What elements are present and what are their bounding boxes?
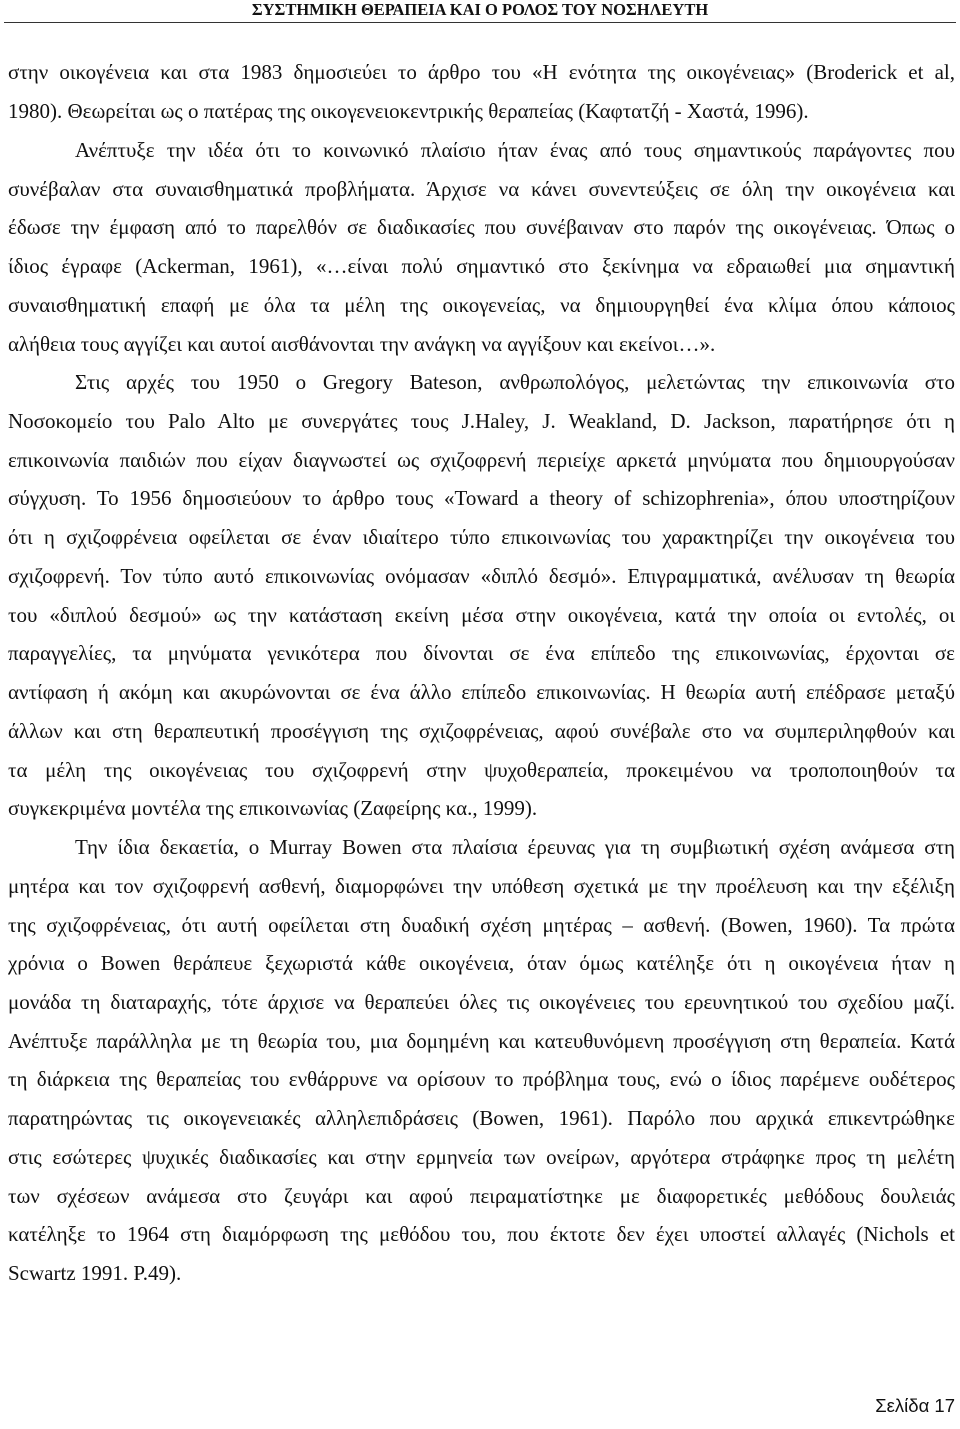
paragraph: [8, 828, 955, 1293]
text-line: σύγχυση. Το 1956 δημοσιεύουν το άρθρο τους «Toward a theory of schizophrenia», όπου υποστηρίζουν: [8, 486, 955, 511]
text-line: της σχιζοφρένειας, ότι αυτή οφείλεται στη δυαδική σχέση μητέρας – ασθενή. (Bowen, 1960). Τα πρώτα: [8, 912, 955, 937]
text-line: των σχέσεων ανάμεσα στο ζευγάρι και αφού πειραματίστηκε με διαφορετικές μεθόδους δουλειάς: [8, 1183, 955, 1208]
text-line: μητέρα και τον σχιζοφρενή ασθενή, διαμορφώνει την υπόθεση σχετικά με την προέλευση και την εξέλιξη: [8, 873, 955, 898]
text-line: χρόνια ο Bowen θεράπευε ξεχωριστά κάθε οικογένεια, όταν όμως κατέληξε ότι η οικογένεια ήταν η: [8, 951, 955, 976]
text-line: τη διάρκεια της θεραπείας του ενθάρρυνε να ορίσουν το πρόβλημα τους, ενώ ο ίδιος παρέμενε ουδέτερος: [8, 1067, 955, 1092]
text-line: παραγγελίες, τα μηνύματα γενικότερα που δίνονται σε ένα επίπεδο της επικοινωνίας, έρχονται σε: [8, 641, 955, 666]
text-line: ίδιος έγραφε (Ackerman, 1961), «…είναι πολύ σημαντικό στο ξεκίνημα να εδραιωθεί μια σημαντική: [8, 254, 955, 279]
header-divider: [4, 22, 956, 23]
paragraph: [8, 131, 955, 363]
text-line: παρατηρώντας τις οικογενειακές αλληλεπιδράσεις (Bowen, 1961). Παρόλο που αρχικά επικεντρώθηκε: [8, 1106, 955, 1131]
running-header-title: ΣΥΣΤΗΜΙΚΗ ΘΕΡΑΠΕΙΑ ΚΑΙ Ο ΡΟΛΟΣ ΤΟΥ ΝΟΣΗΛΕΥΤΗ: [251, 0, 709, 19]
text-line: αλήθεια τους αγγίζει και αυτοί αισθάνονται την ανάγκη να αγγίξουν και εκείνοι…».: [8, 331, 716, 356]
text-line: επικοινωνία παιδιών που είχαν διαγνωστεί ως σχιζοφρενή περιείχε αρκετά μηνύματα που δημιουργούσαν: [8, 447, 955, 472]
paragraph: [8, 363, 955, 828]
text-line: σχιζοφρενή. Τον τύπο αυτό επικοινωνίας ονόμασαν «διπλό δεσμό». Επιγραμματικά, ανέλυσαν τη θεωρία: [8, 563, 955, 588]
text-line: συναισθηματική επαφή με όλα τα μέλη της οικογενείας, να δημιουργηθεί ένα κλίμα όπου κάποιος: [8, 292, 955, 317]
text-line: στην οικογένεια και στα 1983 δημοσιεύει το άρθρο του «Η ενότητα της οικογένειας» (Broderick et al,: [8, 60, 955, 85]
text-line: Ανέπτυξε την ιδέα ότι το κοινωνικό πλαίσιο ήταν ένας από τους σημαντικούς παράγοντες που: [75, 137, 955, 162]
text-line: στις εσώτερες ψυχικές διαδικασίες και στην ερμηνεία των ονείρων, αργότερα στράφηκε προς τη μελέτη: [8, 1144, 955, 1169]
text-line: Νοσοκομείο του Palo Alto με συνεργάτες τους J.Haley, J. Weakland, D. Jackson, παρατήρησε ότι η: [8, 409, 955, 433]
body-text: [8, 53, 955, 1293]
text-line: Scwartz 1991. P.49).: [8, 1261, 182, 1286]
text-line: τα μέλη της οικογένειας του σχιζοφρενή στην ψυχοθεραπεία, προκειμένου να τροποποιηθούν τα: [8, 757, 955, 782]
text-line: Την ίδια δεκαετία, ο Murray Bowen στα πλαίσια έρευνας για τη συμβιωτική σχέση ανάμεσα στη: [75, 835, 955, 860]
text-line: ότι η σχιζοφρένεια οφείλεται σε έναν ιδιαίτερο τύπο επικοινωνίας του χαρακτηρίζει την οικογένεια του: [8, 525, 955, 550]
text-line: του «διπλού δεσμού» ως την κατάσταση εκείνη μέσα στην οικογένεια, κατά την οποία οι εντολές, οι: [8, 602, 955, 627]
text-line: μονάδα τη διαταραχής, τότε άρχισε να θεραπεύει όλες τις οικογένειες του ερευνητικού του σχεδίου μαζί.: [8, 990, 955, 1015]
text-line: συνέβαλαν στα συναισθηματικά προβλήματα. Άρχισε να κάνει συνεντεύξεις σε όλη την οικογένεια και: [8, 176, 955, 201]
text-line: έδωσε την έμφαση από το παρελθόν σε διαδικασίες που συνέβαιναν στο παρόν της οικογένειας. Όπως ο: [8, 215, 955, 240]
paragraph: [8, 53, 955, 130]
text-line: Ανέπτυξε παράλληλα με τη θεωρία του, μια δομημένη και κατευθυνόμενη προσέγγιση στη θεραπεία. Κατά: [8, 1028, 955, 1053]
text-line: συγκεκριμένα μοντέλα της επικοινωνίας (Ζαφείρης κα., 1999).: [8, 796, 538, 821]
text-line: κατέληξε το 1964 στη διαμόρφωση της μεθόδου του, που έκτοτε δεν έχει υποστεί αλλαγές (Nichols et: [8, 1222, 955, 1247]
page-number: Σελίδα 17: [875, 1395, 955, 1416]
text-line: Στις αρχές του 1950 ο Gregory Bateson, ανθρωπολόγος, μελετώντας την επικοινωνία στο: [75, 370, 955, 395]
text-line: 1980). Θεωρείται ως ο πατέρας της οικογενειοκεντρικής θεραπείας (Καφτατζή - Χαστά, 1996).: [8, 99, 809, 124]
text-line: άλλων και στη θεραπευτική προσέγγιση της σχιζοφρένειας, αφού συνέβαλε στο να συμπεριληφθούν και: [8, 718, 955, 743]
text-line: αντίφαση ή ακόμη και ακυρώνονται σε ένα άλλο επίπεδο επικοινωνίας. Η θεωρία αυτή επέδρασε μεταξύ: [8, 680, 955, 705]
